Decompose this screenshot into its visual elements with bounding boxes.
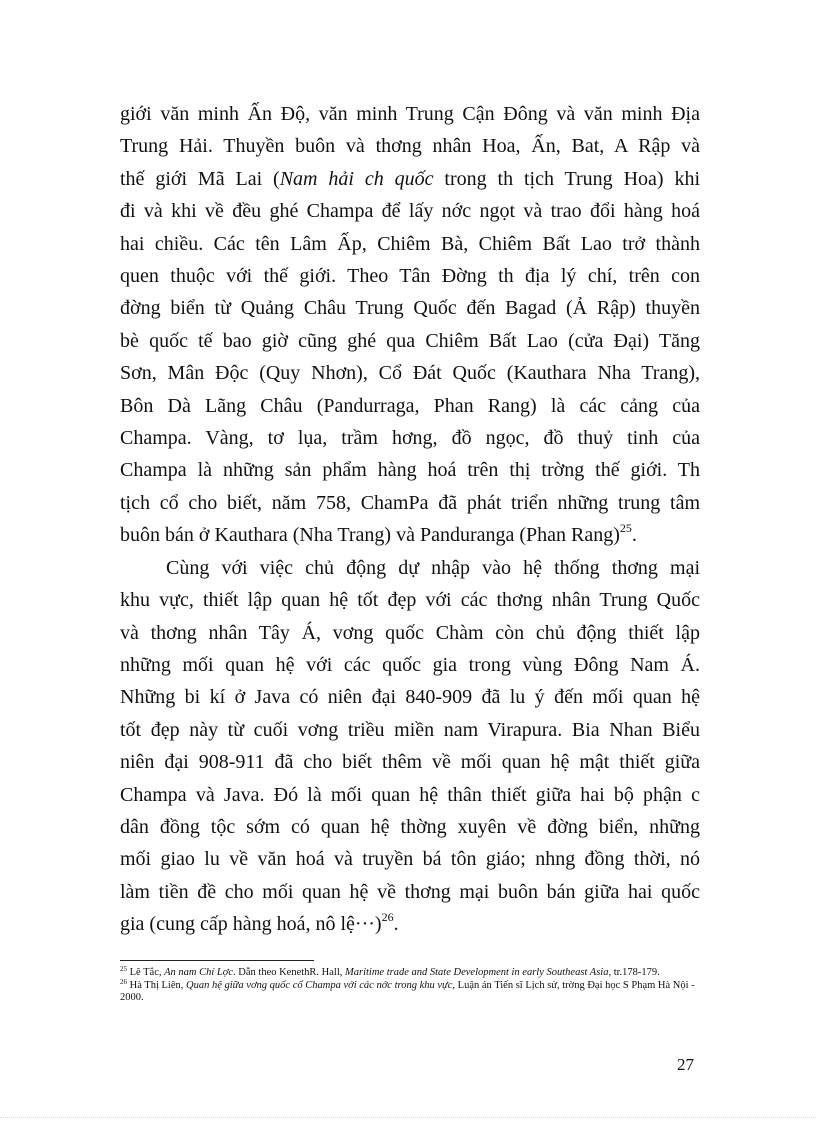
text-line xyxy=(120,292,700,324)
text-line xyxy=(120,876,700,908)
text-line xyxy=(120,487,700,519)
text-line xyxy=(120,908,700,940)
text-line xyxy=(120,163,700,195)
footnote-text: Hà Thị Liên, xyxy=(127,980,187,992)
footnote-text: , Luận án Tiến sĩ Lịch sử, trờng Đại học S Phạm Hà Nội - 2000. xyxy=(120,980,695,1004)
line-text: Champa. Vàng, tơ lụa, trầm hơng, đồ ngọc, đồ thuỷ tinh của xyxy=(120,427,700,450)
line-text: buôn bán ở Kauthara (Nha Trang) và Panduranga (Phan Rang) xyxy=(120,524,620,547)
line-text: . xyxy=(393,913,399,936)
text-line xyxy=(120,811,700,843)
paragraph xyxy=(120,552,700,941)
line-text: Trung Hải. Thuyền buôn và thơng nhân Hoa, Ấn, Bat, A Rập và xyxy=(120,135,700,158)
text-line xyxy=(120,325,700,357)
line-text: Bôn Dà Lãng Châu (Pandurraga, Phan Rang) là các cảng của xyxy=(120,394,700,417)
line-text: Champa và Java. Đó là mối quan hệ thân thiết giữa hai bộ phận c xyxy=(120,783,700,806)
text-line xyxy=(120,454,700,486)
line-text: . xyxy=(631,524,637,547)
footnotes xyxy=(120,967,700,1006)
text-line xyxy=(120,779,700,811)
footnote-separator xyxy=(120,960,314,961)
footnote-number: 25 xyxy=(120,965,127,973)
text-line xyxy=(120,843,700,875)
line-text: bè quốc tế bao giờ cũng ghé qua Chiêm Bất Lao (cửa Đại) Tăng xyxy=(120,329,700,352)
line-text: Champa là những sản phẩm hàng hoá trên thị trờng thế giới. Th xyxy=(120,459,700,482)
line-text: hai chiều. Các tên Lâm Ấp, Chiêm Bà, Chiêm Bất Lao trở thành xyxy=(120,232,700,255)
text-line xyxy=(120,746,700,778)
line-text: trong th tịch Trung Hoa) khi xyxy=(433,167,701,190)
line-text: mối giao lu về văn hoá và truyền bá tôn giáo; nhng đồng thời, nó xyxy=(120,848,700,871)
footnote-text: . Dẫn theo KenethR. Hall, xyxy=(233,967,346,978)
text-line xyxy=(120,130,700,162)
text-line xyxy=(120,98,700,130)
line-text: giới văn minh Ấn Độ, văn minh Trung Cận Đông và văn minh Địa xyxy=(120,103,700,125)
footnote-title: Maritime trade and State Development in early Southeast Asia xyxy=(345,967,609,978)
footnote-reference: 25 xyxy=(619,521,632,536)
text-line xyxy=(120,617,700,649)
text-line xyxy=(120,649,700,681)
page-bottom-border xyxy=(0,1117,816,1118)
text-line xyxy=(120,357,700,389)
line-text: quen thuộc với thế giới. Theo Tân Đờng th địa lý chí, trên con xyxy=(120,265,700,288)
italic-title: Nam hải ch quốc xyxy=(279,167,434,190)
text-line xyxy=(120,714,700,746)
line-text: thế giới Mã Lai ( xyxy=(120,167,280,190)
line-text: đi và khi về đều ghé Champa để lấy nớc ngọt và trao đổi hàng hoá xyxy=(120,200,700,223)
line-text: làm tiền đề cho mối quan hệ về thơng mại buôn bán giữa hai quốc xyxy=(120,880,700,903)
line-text: khu vực, thiết lập quan hệ tốt đẹp với các thơng nhân Trung Quốc xyxy=(120,589,700,612)
line-text: Những bi kí ở Java có niên đại 840-909 đã lu ý đến mối quan hệ xyxy=(120,686,700,709)
line-text: những mối quan hệ với các quốc gia trong vùng Đông Nam Á. xyxy=(120,653,700,676)
line-text: Sơn, Mân Độc (Quy Nhơn), Cổ Đát Quốc (Kauthara Nha Trang), xyxy=(120,362,700,385)
footnote-title: Quan hệ giữa vơng quốc cổ Champa với các nớc trong khu vực xyxy=(186,980,453,992)
page-number: 27 xyxy=(677,1055,694,1074)
line-text: Cùng với việc chủ động dự nhập vào hệ thống thơng mại xyxy=(166,556,700,579)
text-line xyxy=(120,519,700,551)
text-line xyxy=(120,195,700,227)
line-text: niên đại 908-911 đã cho biết thêm về mối quan hệ mật thiết giữa xyxy=(120,751,700,774)
footnote xyxy=(120,980,700,1004)
text-line xyxy=(120,390,700,422)
text-line xyxy=(120,681,700,713)
body-text xyxy=(120,98,700,941)
footnote xyxy=(120,967,700,979)
text-line xyxy=(120,584,700,616)
footnote-title: An nam Chí Lợc xyxy=(164,967,234,978)
text-line xyxy=(120,260,700,292)
line-text: và thơng nhân Tây Á, vơng quốc Chàm còn chủ động thiết lập xyxy=(120,621,700,644)
line-text: tịch cổ cho biết, năm 758, ChamPa đã phát triển những trung tâm xyxy=(120,491,700,514)
footnote-text: , tr.178-179. xyxy=(608,967,660,978)
line-text: dân đồng tộc sớm có quan hệ thờng xuyên về đờng biển, những xyxy=(120,815,700,838)
line-text: tốt đẹp này từ cuối vơng triều miền nam Virapura. Bia Nhan Biểu xyxy=(120,718,700,741)
line-text: gia (cung cấp hàng hoá, nô lệ···) xyxy=(120,913,382,936)
text-line xyxy=(120,422,700,454)
footnote-number: 26 xyxy=(120,978,127,987)
footnote-reference: 26 xyxy=(381,910,394,925)
footnote-text: Lê Tắc, xyxy=(127,967,165,978)
text-line xyxy=(120,552,700,584)
text-line xyxy=(120,228,700,260)
line-text: đờng biển từ Quảng Châu Trung Quốc đến Bagad (Ả Rập) thuyền xyxy=(120,297,700,320)
paragraph xyxy=(120,98,700,552)
